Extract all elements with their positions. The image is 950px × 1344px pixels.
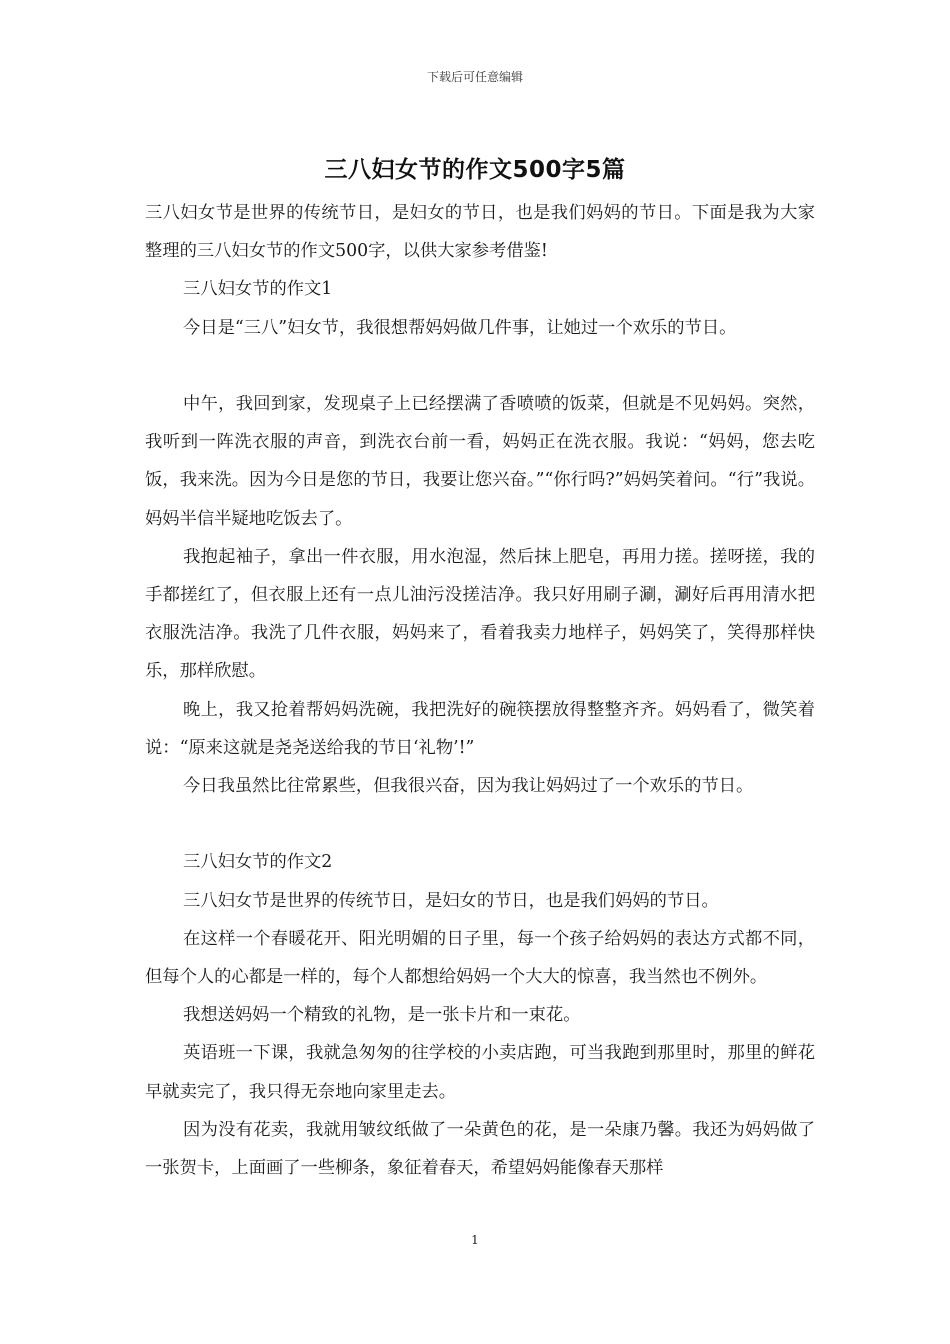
section-heading-2: 三八妇女节的作文2: [183, 852, 333, 873]
paragraph: 我抱起袖子，拿出一件衣服，用水泡湿，然后抹上肥皂，再用力搓。搓呀搓，我的手都搓红了，但衣服上还有一点儿油污没搓洁净。我只好用刷子涮，涮好后再用清水把衣服洗洁净。我洗了几件衣服，妈妈来了，看着我卖力地样子，妈妈笑了，笑得那样快乐，那样欣慰。: [145, 546, 815, 682]
section-heading-1: 三八妇女节的作文1: [183, 279, 333, 300]
document-body: [145, 194, 815, 1187]
paragraph: 英语班一下课，我就急匆匆的往学校的小卖店跑，可当我跑到那里时，那里的鲜花早就卖完了，我只得无奈地向家里走去。: [145, 1043, 815, 1102]
paragraph: 中午，我回到家，发现桌子上已经摆满了香喷喷的饭菜，但就是不见妈妈。突然，我听到一阵洗衣服的声音，到洗衣台前一看，妈妈正在洗衣服。我说：“妈妈，您去吃饭，我来洗。因为今日是您的节日，我要让您兴奋。”“你行吗?”妈妈笑着问。“行”我说。妈妈半信半疑地吃饭去了。: [145, 394, 815, 529]
paragraph: 三八妇女节是世界的传统节日，是妇女的节日，也是我们妈妈的节日。: [183, 890, 719, 911]
paragraph: 在这样一个春暖花开、阳光明媚的日子里，每一个孩子给妈妈的表达方式都不同，但每个人的心都是一样的，每个人都想给妈妈一个大大的惊喜，我当然也不例外。: [145, 928, 815, 988]
intro-paragraph: 三八妇女节是世界的传统节日，是妇女的节日，也是我们妈妈的节日。下面是我为大家整理的三八妇女节的作文500字，以供大家参考借鉴!: [145, 203, 815, 262]
paragraph: 我想送妈妈一个精致的礼物，是一张卡片和一束花。: [183, 1005, 581, 1026]
paragraph: 今日是“三八”妇女节，我很想帮妈妈做几件事，让她过一个欢乐的节日。: [183, 317, 737, 338]
paragraph: 今日我虽然比往常累些，但我很兴奋，因为我让妈妈过了一个欢乐的节日。: [183, 776, 754, 797]
paragraph: 因为没有花卖，我就用皱纹纸做了一朵黄色的花，是一朵康乃馨。我还为妈妈做了一张贺卡，上面画了一些柳条，象征着春天，希望妈妈能像春天那样: [145, 1119, 815, 1179]
page-number: 1: [471, 1233, 479, 1247]
paragraph: 晚上，我又抢着帮妈妈洗碗，我把洗好的碗筷摆放得整整齐齐。妈妈看了，微笑着说：“原来这就是尧尧送给我的节日‘礼物’!”: [145, 699, 815, 758]
header-note: 下载后可任意编辑: [426, 70, 523, 84]
document-title: 三八妇女节的作文500字5篇: [324, 157, 626, 183]
